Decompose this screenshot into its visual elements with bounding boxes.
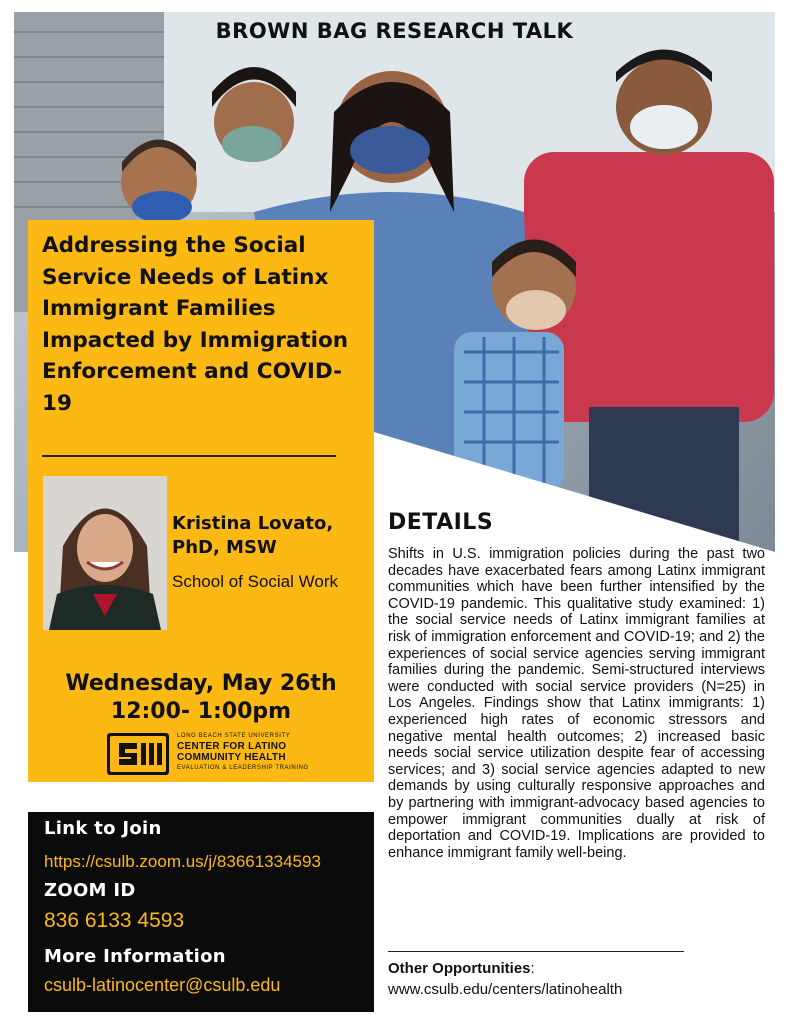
zoom-link[interactable]: https://csulb.zoom.us/j/83661334593 xyxy=(44,852,321,871)
event-time: 12:00- 1:00pm xyxy=(110,699,292,724)
logo-tagline: EVALUATION & LEADERSHIP TRAINING xyxy=(177,765,309,771)
opportunities-heading-text: Other Opportunities xyxy=(388,960,531,977)
speaker-headshot xyxy=(43,476,167,630)
speaker-name-line2: PhD, MSW xyxy=(172,537,277,558)
zoom-id-value: 836 6133 4593 xyxy=(44,909,185,932)
details-divider xyxy=(388,951,684,952)
talk-title: Addressing the Social Service Needs of Latinx Immigrant Families Impacted by Immigration Enforcement and COVID-19 xyxy=(42,233,349,416)
logo-university: LONG BEACH STATE UNIVERSITY xyxy=(177,733,291,739)
event-series-title: BROWN BAG RESEARCH TALK xyxy=(215,19,574,43)
zoom-id-heading: ZOOM ID xyxy=(44,880,136,901)
event-date: Wednesday, May 26th xyxy=(65,671,337,696)
center-logo-icon xyxy=(107,733,169,775)
contact-email[interactable]: csulb-latinocenter@csulb.edu xyxy=(44,975,281,995)
speaker-name-line1: Kristina Lovato, xyxy=(172,513,334,534)
speaker-school: School of Social Work xyxy=(172,572,338,591)
center-logo-text xyxy=(177,732,367,773)
opportunities-link[interactable]: www.csulb.edu/centers/latinohealth xyxy=(388,981,623,998)
opportunities-heading xyxy=(388,960,535,977)
title-divider xyxy=(42,455,336,457)
opportunities-colon: : xyxy=(530,960,535,977)
more-info-heading: More Information xyxy=(44,946,226,967)
logo-center-line1: CENTER FOR LATINO xyxy=(177,741,287,752)
speaker-name xyxy=(172,512,372,560)
speaker-portrait-illustration xyxy=(43,476,167,630)
center-logo-mark xyxy=(107,733,169,775)
details-abstract: Shifts in U.S. immigration policies during the past two decades have exacerbated fears among Latinx immigrant communities which have been further intensified by the COVID-19 pandemic. This qualitative study examined: 1) the social service needs of Latinx immigrant families at risk of immigration enforcement and COVID-19; and 2) the experiences of social service agencies serving immigrant families during the pandemic. Semi-structured interviews were conducted with social service providers (N=25) in Los Angeles. Findings show that Latinx immigrants: 1) experienced high rates of economic stressors and negative mental health outcomes; 2) increased basic needs social service utilization despite fear of accessing services; and 3) social service agencies adapted to new demands by using culturally responsive approaches and by partnering with immigrant-advocacy based agencies to empower immigrant communities dually at risk of deportation and COVID-19. Implications are provided to enhance immigrant family well-being. xyxy=(388,546,765,861)
details-heading: DETAILS xyxy=(388,510,494,535)
logo-center-line2: COMMUNITY HEALTH xyxy=(177,752,286,763)
link-heading: Link to Join xyxy=(44,818,162,839)
